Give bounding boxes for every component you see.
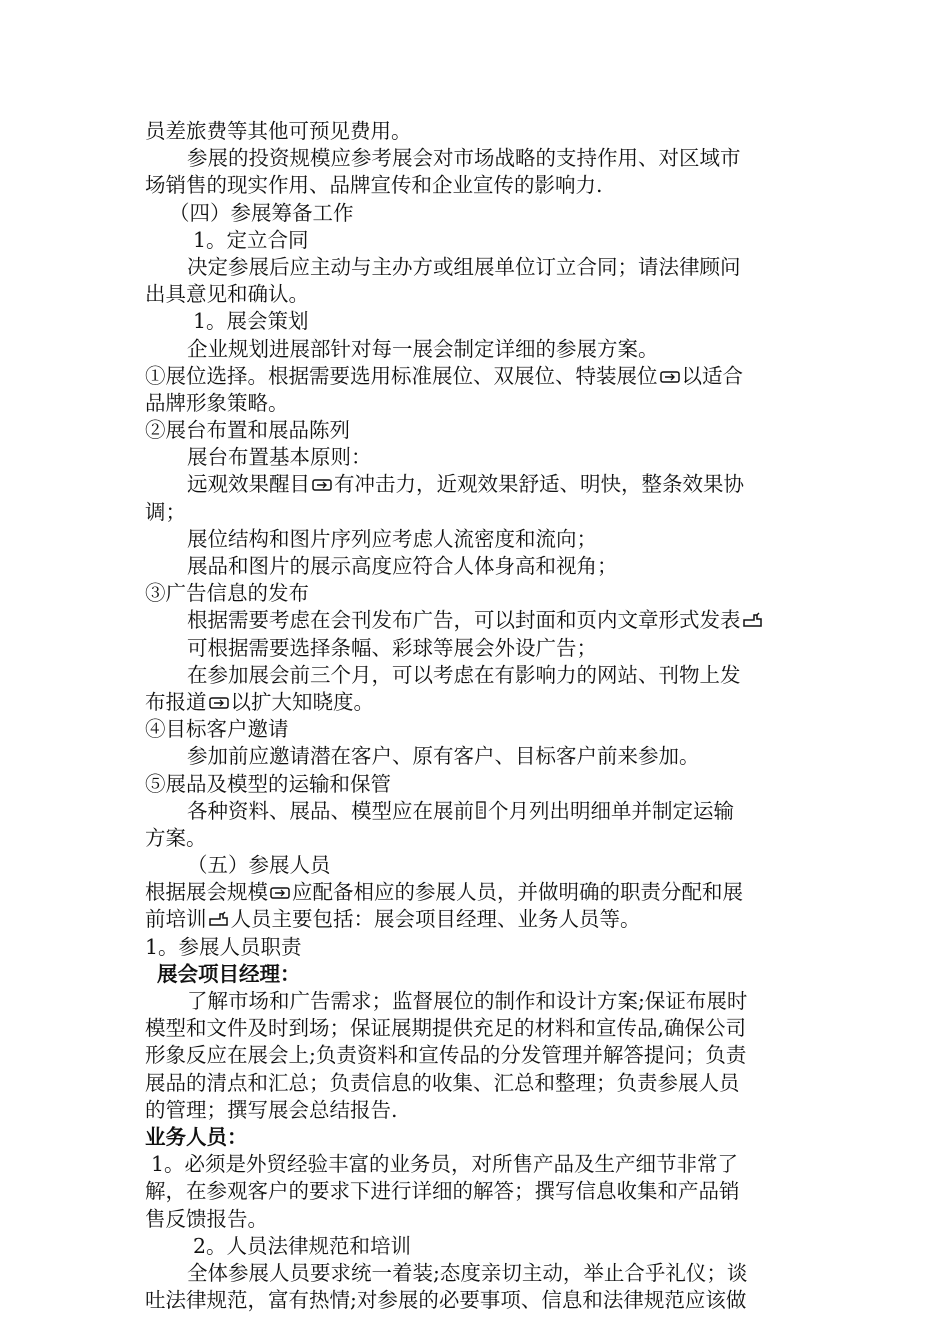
text-line: 参加前应邀请潜在客户、原有客户、目标客户前来参加。 <box>187 744 700 769</box>
role-heading: 业务人员： <box>145 1124 248 1149</box>
text-line: 决定参展后应主动与主办方或组展单位订立合同；请法律顾问 <box>187 254 741 279</box>
text-run: 以适合 <box>681 363 743 388</box>
text-line: 售反馈报告。 <box>145 1206 268 1231</box>
subsection-heading: 1。展会策划 <box>193 309 309 334</box>
broken-glyph-icon <box>311 475 333 493</box>
text-line: 员差旅费等其他可预见费用。 <box>145 119 412 143</box>
pointing-hand-icon <box>742 611 764 629</box>
text-line <box>145 471 805 498</box>
text-line: 出具意见和确认。 <box>145 282 309 307</box>
text-line: 方案。 <box>145 825 207 850</box>
text-line: 可根据需要选择条幅、彩球等展会外设广告； <box>187 635 597 660</box>
text-line: 在参加展会前三个月，可以考虑在有影响力的网站、刊物上发 <box>187 662 741 687</box>
broken-glyph-icon <box>659 367 681 385</box>
text-line <box>145 689 805 716</box>
text-line: 品牌形象策略。 <box>145 390 289 415</box>
text-line <box>145 607 805 634</box>
text-run: ①展位选择。根据需要选用标准展位、双展位、特装展位 <box>145 363 658 388</box>
section-heading: （五）参展人员 <box>187 853 331 878</box>
text-line: 展位结构和图片序列应考虑人流密度和流向； <box>187 526 597 551</box>
text-line: 模型和文件及时到场；保证展期提供充足的材料和宣传品,确保公司 <box>145 1016 747 1041</box>
text-run: 布报道 <box>145 689 207 714</box>
text-line: ③广告信息的发布 <box>145 581 309 606</box>
text-line: ⑤展品及模型的运输和保管 <box>145 771 391 796</box>
subsection-heading: 1。参展人员职责 <box>145 934 302 959</box>
text-run: 远观效果醒目 <box>187 472 310 497</box>
broken-glyph-icon <box>269 883 291 901</box>
text-line: 场销售的现实作用、品牌宣传和企业宣传的影响力. <box>145 173 603 198</box>
document-page <box>145 118 805 1314</box>
text-run: 个月列出明细单并制定运输 <box>488 798 734 823</box>
role-heading: 展会项目经理： <box>157 961 301 986</box>
text-line: 企业规划进展部针对每一展会制定详细的参展方案。 <box>187 336 659 361</box>
subsection-heading: 1。定立合同 <box>193 227 309 252</box>
text-line: 吐法律规范，富有热情;对参展的必要事项、信息和法律规范应该做 <box>145 1288 747 1313</box>
broken-glyph-icon <box>208 693 230 711</box>
text-line: 参展的投资规模应参考展会对市场战略的支持作用、对区域市 <box>187 146 741 171</box>
text-line: 了解市场和广告需求；监督展位的制作和设计方案;保证布展时 <box>187 989 748 1013</box>
text-line: 展品和图片的展示高度应符合人体身高和视角； <box>187 554 618 578</box>
text-run: 根据展会规模 <box>145 880 268 905</box>
text-line: 解，在参观客户的要求下进行详细的解答；撰写信息收集和产品销 <box>145 1179 740 1204</box>
text-run: 有冲击力，近观效果舒适、明快，整条效果协 <box>334 472 744 497</box>
placeholder-glyph-icon <box>475 800 487 820</box>
section-heading: （四）参展筹备工作 <box>169 200 354 225</box>
text-run: 各种资料、展品、模型应在展前 <box>187 798 474 823</box>
text-run: 人员主要包括：展会项目经理、业务人员等。 <box>230 907 641 932</box>
text-line: 展台布置基本原则： <box>187 445 372 470</box>
text-run: 以扩大知晓度。 <box>230 689 374 714</box>
subsection-heading: 2。人员法律规范和培训 <box>193 1233 412 1258</box>
text-line: 全体参展人员要求统一着装;态度亲切主动，举止合乎礼仪；谈 <box>187 1260 748 1285</box>
text-line: 展品的清点和汇总；负责信息的收集、汇总和整理；负责参展人员 <box>145 1070 740 1095</box>
text-line: ②展台布置和展品陈列 <box>145 418 350 443</box>
text-line: ④目标客户邀请 <box>145 717 289 742</box>
text-line: 1。必须是外贸经验丰富的业务员，对所售产品及生产细节非常了 <box>151 1152 739 1177</box>
text-line <box>145 879 805 906</box>
text-line <box>145 363 805 390</box>
text-run: 根据需要考虑在会刊发布广告，可以封面和页内文章形式发表 <box>187 608 741 633</box>
text-run: 前培训 <box>145 907 207 932</box>
text-line: 形象反应在展会上;负责资料和宣传品的分发管理并解答提问；负责 <box>145 1043 747 1068</box>
text-line <box>145 798 805 825</box>
text-line: 的管理；撰写展会总结报告. <box>145 1097 398 1122</box>
text-run: 应配备相应的参展人员，并做明确的职责分配和展 <box>292 880 743 905</box>
text-line <box>145 906 805 933</box>
pointing-hand-icon <box>208 910 230 928</box>
text-line: 调； <box>145 499 186 524</box>
